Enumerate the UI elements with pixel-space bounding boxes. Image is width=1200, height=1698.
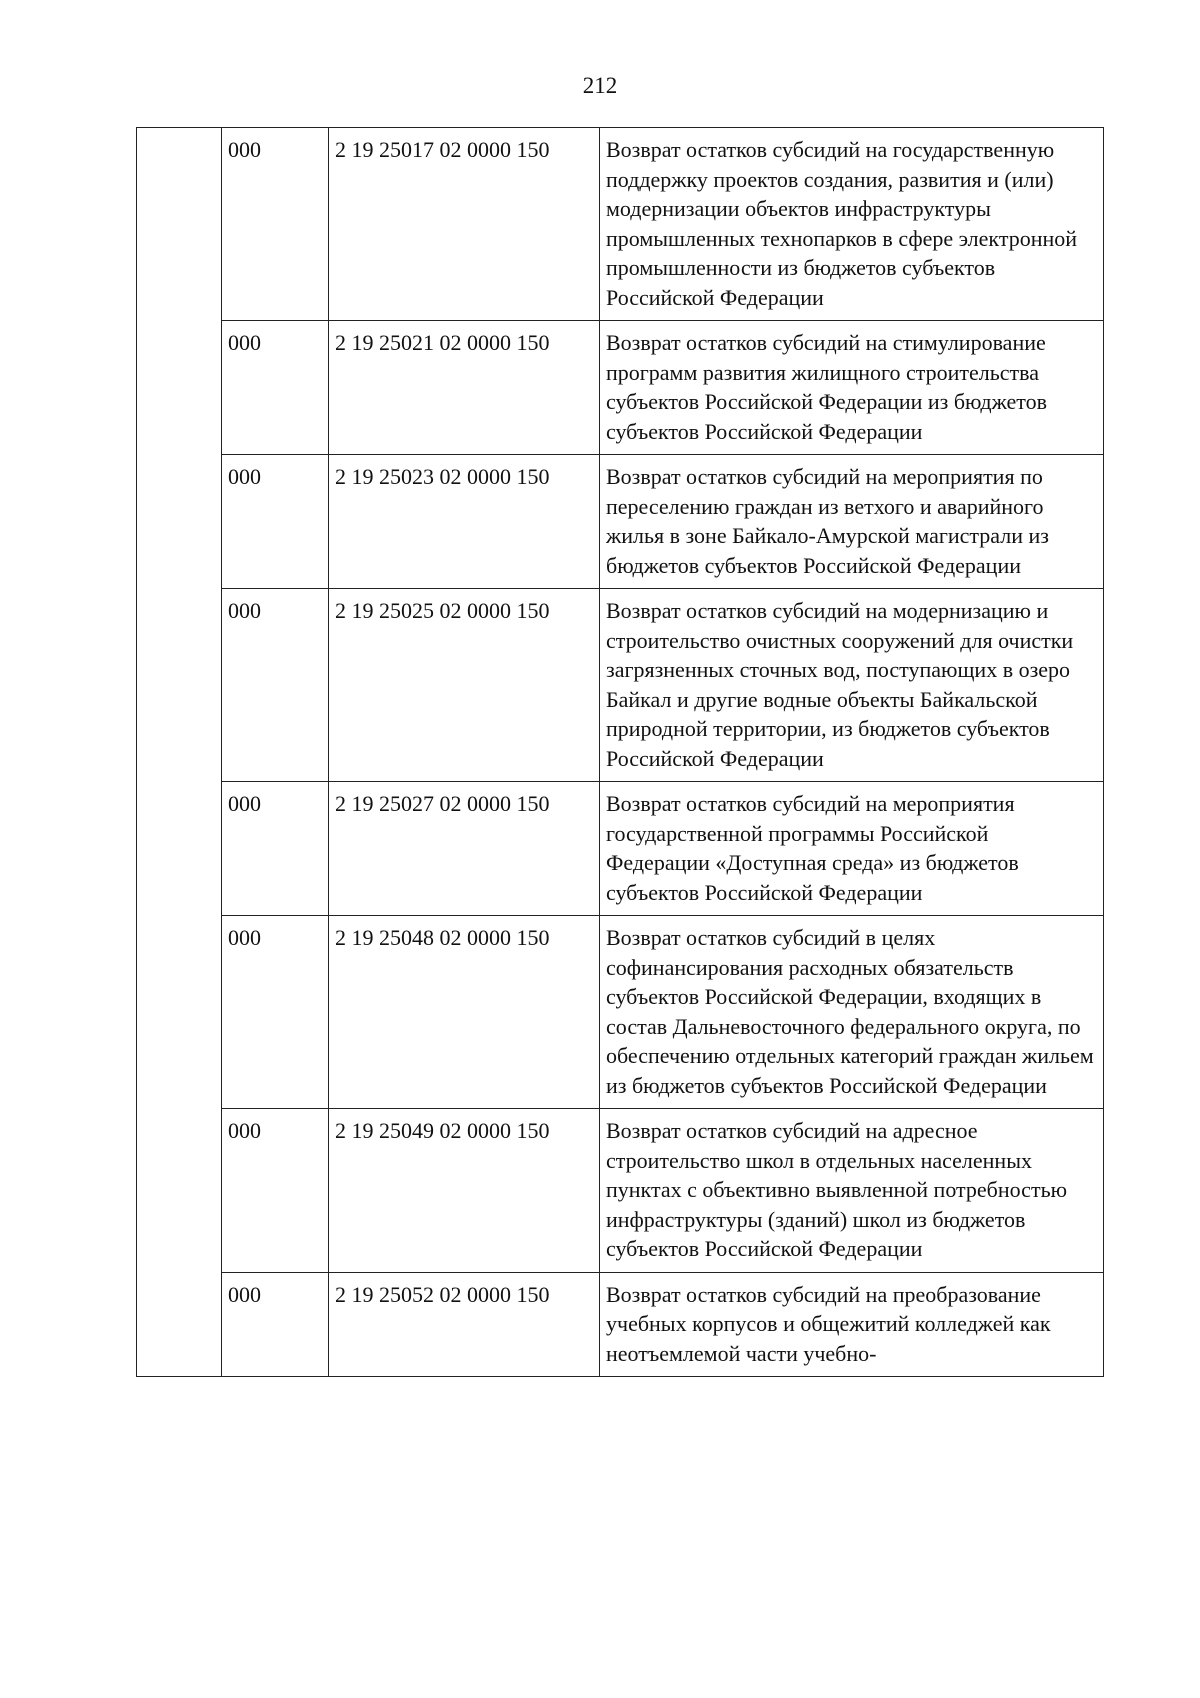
table-row — [137, 128, 1104, 321]
admin-code-cell: 000 — [222, 1109, 329, 1273]
description-cell: Возврат остатков субсидий на преобразование учебных корпусов и общежитий колледжей как неотъемлемой части учебно- — [600, 1272, 1104, 1377]
kbk-code-cell: 2 19 25023 02 0000 150 — [329, 455, 600, 589]
kbk-code-cell: 2 19 25025 02 0000 150 — [329, 589, 600, 782]
table-row — [137, 1272, 1104, 1377]
kbk-code-cell: 2 19 25017 02 0000 150 — [329, 128, 600, 321]
admin-code-cell: 000 — [222, 455, 329, 589]
kbk-code-cell: 2 19 25021 02 0000 150 — [329, 321, 600, 455]
description-cell: Возврат остатков субсидий на государственную поддержку проектов создания, развития и (или) модернизации объектов инфраструктуры промышленных технопарков в сфере электронной промышленности из бюджетов субъектов Российской Федерации — [600, 128, 1104, 321]
kbk-code-cell: 2 19 25049 02 0000 150 — [329, 1109, 600, 1273]
kbk-code-cell: 2 19 25052 02 0000 150 — [329, 1272, 600, 1377]
kbk-code-cell: 2 19 25048 02 0000 150 — [329, 916, 600, 1109]
description-cell: Возврат остатков субсидий на адресное строительство школ в отдельных населенных пунктах с объективно выявленной потребностью инфраструктуры (зданий) школ из бюджетов субъектов Российской Федерации — [600, 1109, 1104, 1273]
admin-code-cell: 000 — [222, 1272, 329, 1377]
page-number: 212 — [582, 73, 618, 98]
table-row — [137, 455, 1104, 589]
description-cell: Возврат остатков субсидий на стимулирование программ развития жилищного строительства субъектов Российской Федерации из бюджетов субъектов Российской Федерации — [600, 321, 1104, 455]
admin-code-cell: 000 — [222, 321, 329, 455]
description-cell: Возврат остатков субсидий в целях софинансирования расходных обязательств субъектов Российской Федерации, входящих в состав Дальневосточного федерального округа, по обеспечению отдельных категорий граждан жильем из бюджетов субъектов Российской Федерации — [600, 916, 1104, 1109]
table-row — [137, 1109, 1104, 1273]
kbk-code-cell: 2 19 25027 02 0000 150 — [329, 782, 600, 916]
empty-cell — [137, 128, 222, 1377]
table-row — [137, 321, 1104, 455]
admin-code-cell: 000 — [222, 782, 329, 916]
admin-code-cell: 000 — [222, 916, 329, 1109]
admin-code-cell: 000 — [222, 589, 329, 782]
table-row — [137, 782, 1104, 916]
table-row — [137, 916, 1104, 1109]
description-cell: Возврат остатков субсидий на мероприятия государственной программы Российской Федерации «Доступная среда» из бюджетов субъектов Российской Федерации — [600, 782, 1104, 916]
table-row — [137, 589, 1104, 782]
description-cell: Возврат остатков субсидий на модернизацию и строительство очистных сооружений для очистки загрязненных сточных вод, поступающих в озеро Байкал и другие водные объекты Байкальской природной территории, из бюджетов субъектов Российской Федерации — [600, 589, 1104, 782]
description-cell: Возврат остатков субсидий на мероприятия по переселению граждан из ветхого и аварийного жилья в зоне Байкало-Амурской магистрали из бюджетов субъектов Российской Федерации — [600, 455, 1104, 589]
admin-code-cell: 000 — [222, 128, 329, 321]
budget-codes-table — [136, 127, 1104, 1377]
